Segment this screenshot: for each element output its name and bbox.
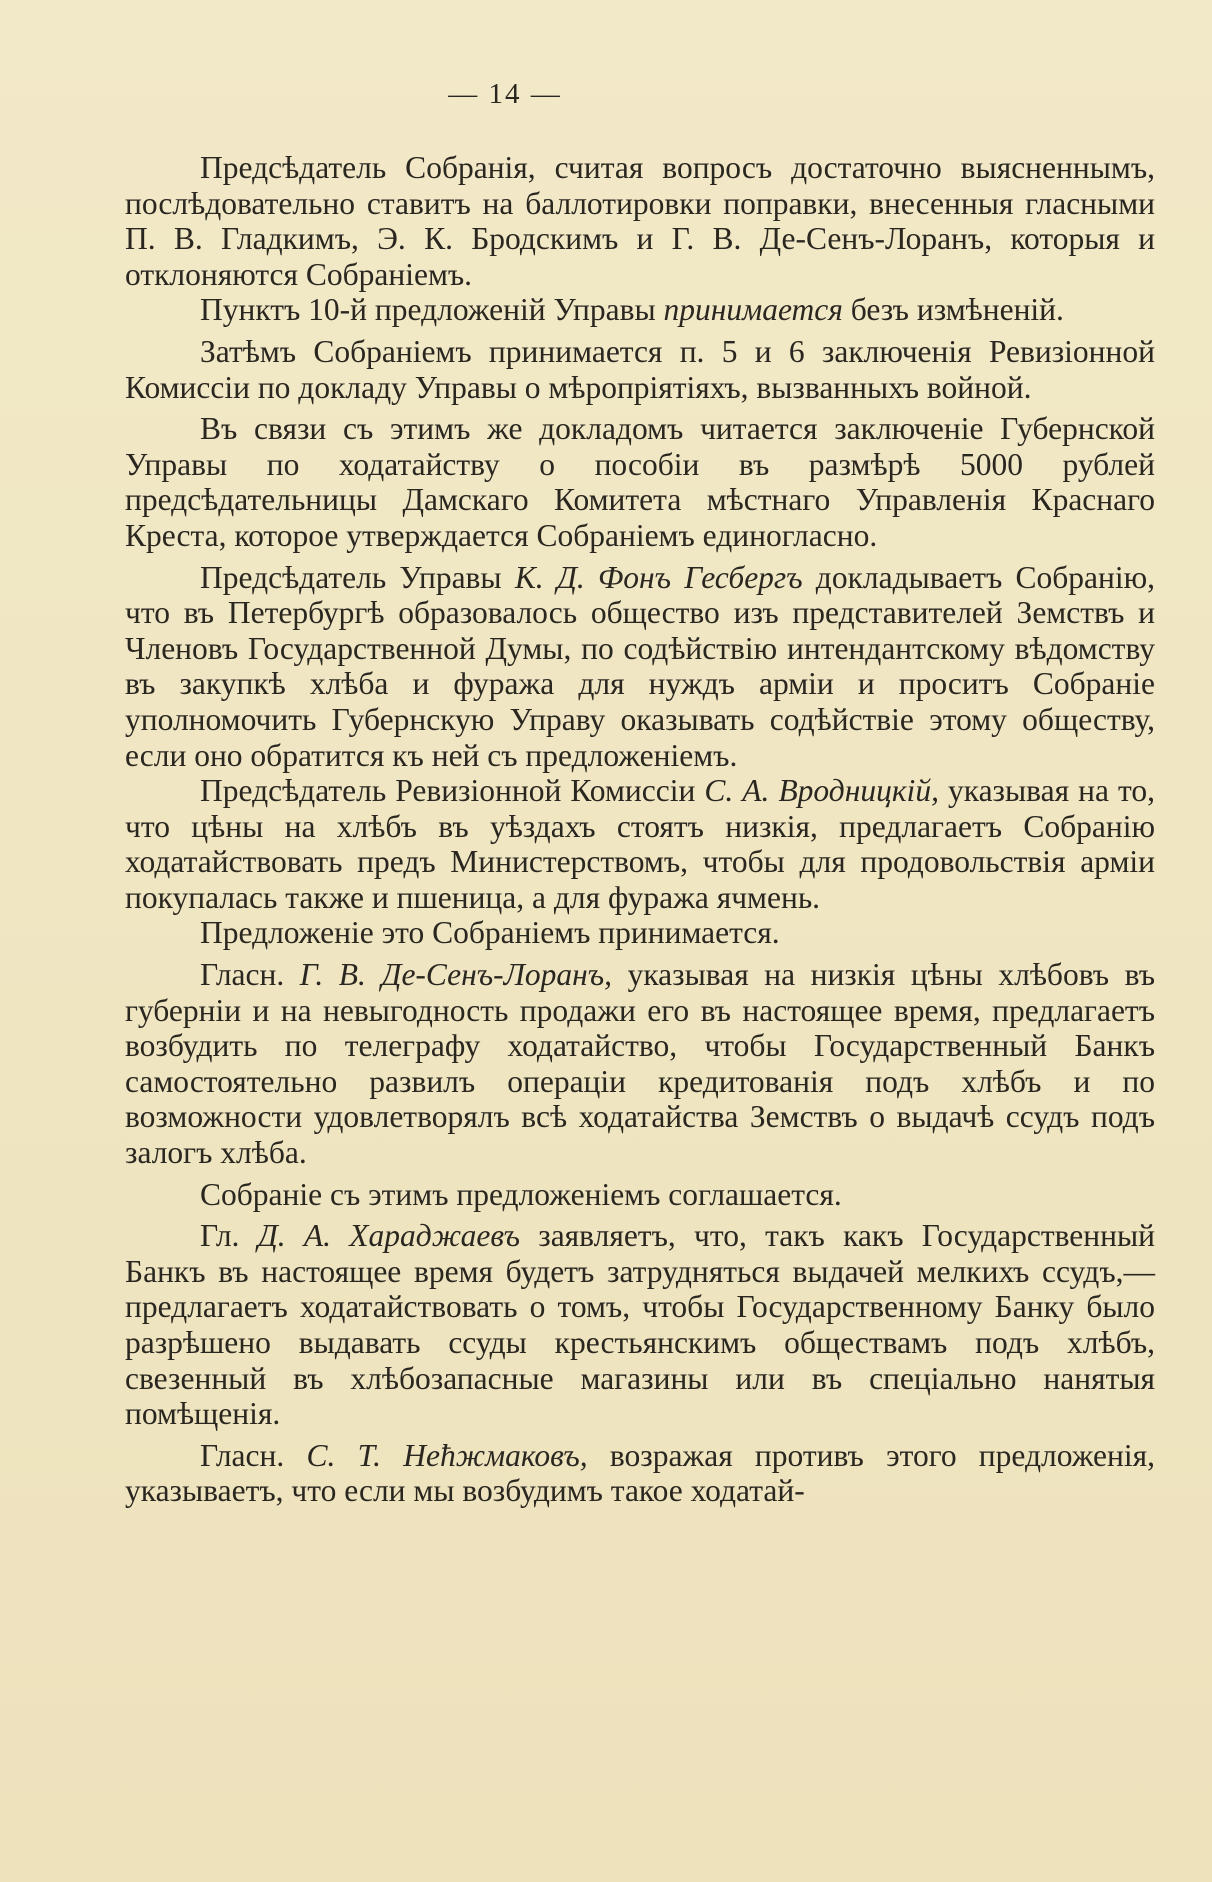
paragraph-text: Гласн. <box>200 957 300 993</box>
speaker-name: Г. В. Де-Сенъ-Лоранъ, <box>299 957 613 993</box>
paragraph-text: указывая на то, что цѣны на хлѣбъ въ уѣздахъ стоятъ низкія, предлагаетъ Собранію ходатайствовать предъ Министерствомъ, чтобы для продовольствія арміи покупалась также и пшеница, а для фуража ячмень. <box>125 773 1155 915</box>
paragraph-text: Гласн. <box>200 1437 307 1473</box>
paragraph-8 <box>125 957 1155 1171</box>
speaker-name: С. Т. Нећжмаковъ, <box>306 1437 588 1473</box>
paragraph-text: указывая на низкія цѣны хлѣбовъ въ губерніи и на невыгодность продажи его въ настоящее время, предлагаетъ возбудить по телеграфу ходатайство, чтобы Государственный Банкъ самостоятельно развилъ операціи кредитованія подъ хлѣбъ и по возможности удовлетворялъ всѣ ходатайства Земствъ о выдачѣ ссудъ подъ залогъ хлѣба. <box>125 957 1155 1171</box>
page-number: — 14 — <box>448 78 562 110</box>
paragraph-2 <box>125 292 1155 328</box>
paragraph-4 <box>125 411 1155 553</box>
paragraph-text: Предсѣдатель Ревизіонной Комиссіи <box>200 773 705 809</box>
speaker-name: Д. А. Хараджаевъ <box>257 1218 520 1254</box>
paragraph-7 <box>125 915 1155 951</box>
paragraph-text: безъ измѣненій. <box>842 292 1064 328</box>
emphasis-text: принимается <box>663 292 843 328</box>
paragraph-1 <box>125 150 1155 292</box>
paragraph-5 <box>125 560 1155 774</box>
paragraph-text: Предсѣдатель Собранія, считая вопросъ достаточно выясненнымъ, послѣдовательно ставитъ на баллотировки поправки, внесенныя гласными П. В. Гладкимъ, Э. К. Бродскимъ и Г. В. Де-Сенъ-Лоранъ, которыя и отклоняются Собраніемъ. <box>125 150 1155 292</box>
paragraph-text: Предложеніе это Собраніемъ принимается. <box>200 915 780 951</box>
paragraph-text: Собраніе съ этимъ предложеніемъ соглашается. <box>200 1176 842 1212</box>
paragraph-10 <box>125 1218 1155 1432</box>
paragraph-text: Въ связи съ этимъ же докладомъ читается заключеніе Губернской Управы по ходатайству о пособіи въ размѣрѣ 5000 рублей предсѣдательницы Дамскаго Комитета мѣстнаго Управленія Краснаго Креста, которое утверждается Собраніемъ единогласно. <box>125 411 1155 553</box>
paragraph-9 <box>125 1177 1155 1213</box>
paragraph-text: Гл. <box>200 1218 258 1254</box>
paragraph-3 <box>125 334 1155 405</box>
paragraph-text: заявляетъ, что, такъ какъ Государственный Банкъ въ настоящее время будетъ затрудняться выдачей мелкихъ ссудъ,—предлагаетъ ходатайствовать о томъ, чтобы Государственному Банку было разрѣшено выдавать ссуды крестьянскимъ обществамъ подъ хлѣбъ, свезенный въ хлѣбозапасные магазины или въ спеціально нанятыя помѣщенія. <box>125 1218 1156 1432</box>
document-body <box>125 150 1155 1509</box>
paragraph-text: докладываетъ Собранію, что въ Петербургѣ образовалось общество изъ представителей Земствъ и Членовъ Государственной Думы, по содѣйствію интендантскому вѣдомству въ закупкѣ хлѣба и фуража для нуждъ арміи и проситъ Собраніе уполномочить Губернскую Управу оказывать содѣйствіе этому обществу, если оно обратится къ ней съ предложеніемъ. <box>125 559 1156 773</box>
paragraph-11 <box>125 1438 1155 1509</box>
paragraph-6 <box>125 773 1155 915</box>
speaker-name: С. А. Вродницкій, <box>704 773 939 809</box>
paragraph-text: возражая противъ этого предложенія, указываетъ, что если мы возбудимъ такое ходатай- <box>125 1437 1155 1509</box>
paragraph-text: Затѣмъ Собраніемъ принимается п. 5 и 6 заключенія Ревизіонной Комиссіи по докладу Управы о мѣропріятіяхъ, вызванныхъ войной. <box>125 333 1155 405</box>
paragraph-text: Предсѣдатель Управы <box>200 559 515 595</box>
paragraph-text: Пунктъ 10-й предложеній Управы <box>200 292 664 328</box>
speaker-name: К. Д. Фонъ Гесбергъ <box>514 559 803 595</box>
